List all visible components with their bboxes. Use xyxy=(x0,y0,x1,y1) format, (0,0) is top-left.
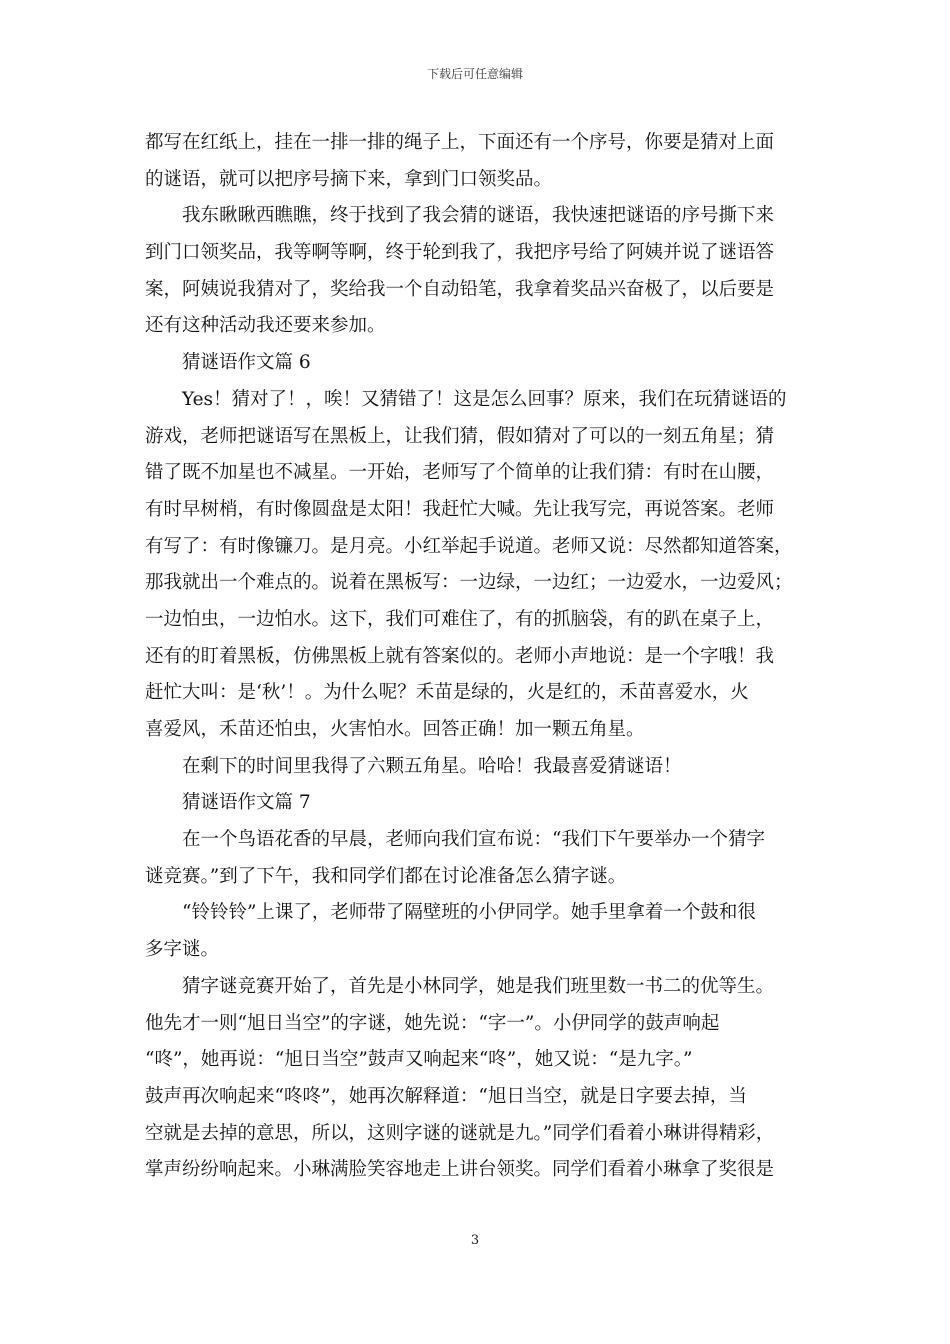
text-line: 鼓声再次响起来“咚咚”，她再次解释道：“旭日当空，就是日字要去掉，当 xyxy=(145,1085,747,1107)
text-line: 错了既不加星也不减星。一开始，老师写了个简单的让我们猜：有时在山腰， xyxy=(145,462,775,484)
text-line: 一边怕虫，一边怕水。这下，我们可难住了，有的抓脑袋，有的趴在桌子上， xyxy=(145,608,775,630)
text-line: 掌声纷纷响起来。小琳满脸笑容地走上讲台领奖。同学们看着小琳拿了奖很是 xyxy=(145,1159,775,1181)
text-line: 谜竞赛。”到了下午，我和同学们都在讨论准备怎么猜字谜。 xyxy=(145,865,627,887)
text-line: 到门口领奖品，我等啊等啊，终于轮到我了，我把序号给了阿姨并说了谜语答 xyxy=(145,242,775,264)
section-heading: 猜谜语作文篇 7 xyxy=(182,792,311,814)
section-heading: 猜谜语作文篇 6 xyxy=(182,352,311,374)
text-line: 猜字谜竞赛开始了，首先是小林同学，她是我们班里数一书二的优等生。 xyxy=(182,975,775,997)
text-line: Yes！猜对了！，唉！又猜错了！这是怎么回事？原来，我们在玩猜谜语的 xyxy=(182,388,787,410)
text-line: 有时早树梢，有时像圆盘是太阳！我赶忙大喊。先让我写完，再说答案。老师 xyxy=(145,498,775,520)
text-line: 还有这种活动我还要来参加。 xyxy=(145,315,386,337)
text-line: 都写在红纸上，挂在一排一排的绳子上，下面还有一个序号，你要是猜对上面 xyxy=(145,132,775,153)
text-line: 空就是去掉的意思，所以，这则字谜的谜就是九。”同学们看着小琳讲得精彩， xyxy=(145,1122,775,1144)
text-line: 那我就出一个难点的。说着在黑板写：一边绿，一边红；一边爱水，一边爱风； xyxy=(145,572,793,594)
text-line: “铃铃铃”上课了，老师带了隔壁班的小伊同学。她手里拿着一个鼓和很 xyxy=(182,902,756,924)
text-line: 多字谜。 xyxy=(145,939,220,961)
document-body xyxy=(145,125,810,1189)
text-line: 在剩下的时间里我得了六颗五角星。哈哈！我最喜爱猜谜语！ xyxy=(182,755,682,777)
text-line: “咚”，她再说：“旭日当空”鼓声又响起来“咚”，她又说：“是九字。” xyxy=(145,1049,693,1071)
text-line: 的谜语，就可以把序号摘下来，拿到门口领奖品。 xyxy=(145,168,553,190)
text-line: 游戏，老师把谜语写在黑板上，让我们猜，假如猜对了可以的一刻五角星；猜 xyxy=(145,425,775,447)
text-line: 有写了：有时像镰刀。是月亮。小红举起手说道。老师又说：尽然都知道答案， xyxy=(145,535,793,557)
page-number: 3 xyxy=(470,1233,480,1248)
text-line: 在一个鸟语花香的早晨，老师向我们宣布说：“我们下午要举办一个猜字 xyxy=(182,829,765,851)
text-line: 还有的盯着黑板，仿佛黑板上就有答案似的。老师小声地说：是一个字哦！我 xyxy=(145,645,775,667)
text-line: 我东瞅瞅西瞧瞧，终于找到了我会猜的谜语，我快速把谜语的序号撕下来 xyxy=(182,205,775,227)
text-line: 案，阿姨说我猜对了，奖给我一个自动铅笔，我拿着奖品兴奋极了，以后要是 xyxy=(145,278,775,300)
text-line: 他先才一则“旭日当空”的字谜，她先说：“字一”。小伊同学的鼓声响起 xyxy=(145,1012,720,1034)
page-header-note: 下载后可任意编辑 xyxy=(426,67,523,81)
text-line: 赶忙大叫：是‘秋’！。为什么呢？禾苗是绿的，火是红的，禾苗喜爱水，火 xyxy=(145,682,749,704)
text-line: 喜爱风，禾苗还怕虫，火害怕水。回答正确！加一颗五角星。 xyxy=(145,719,645,740)
